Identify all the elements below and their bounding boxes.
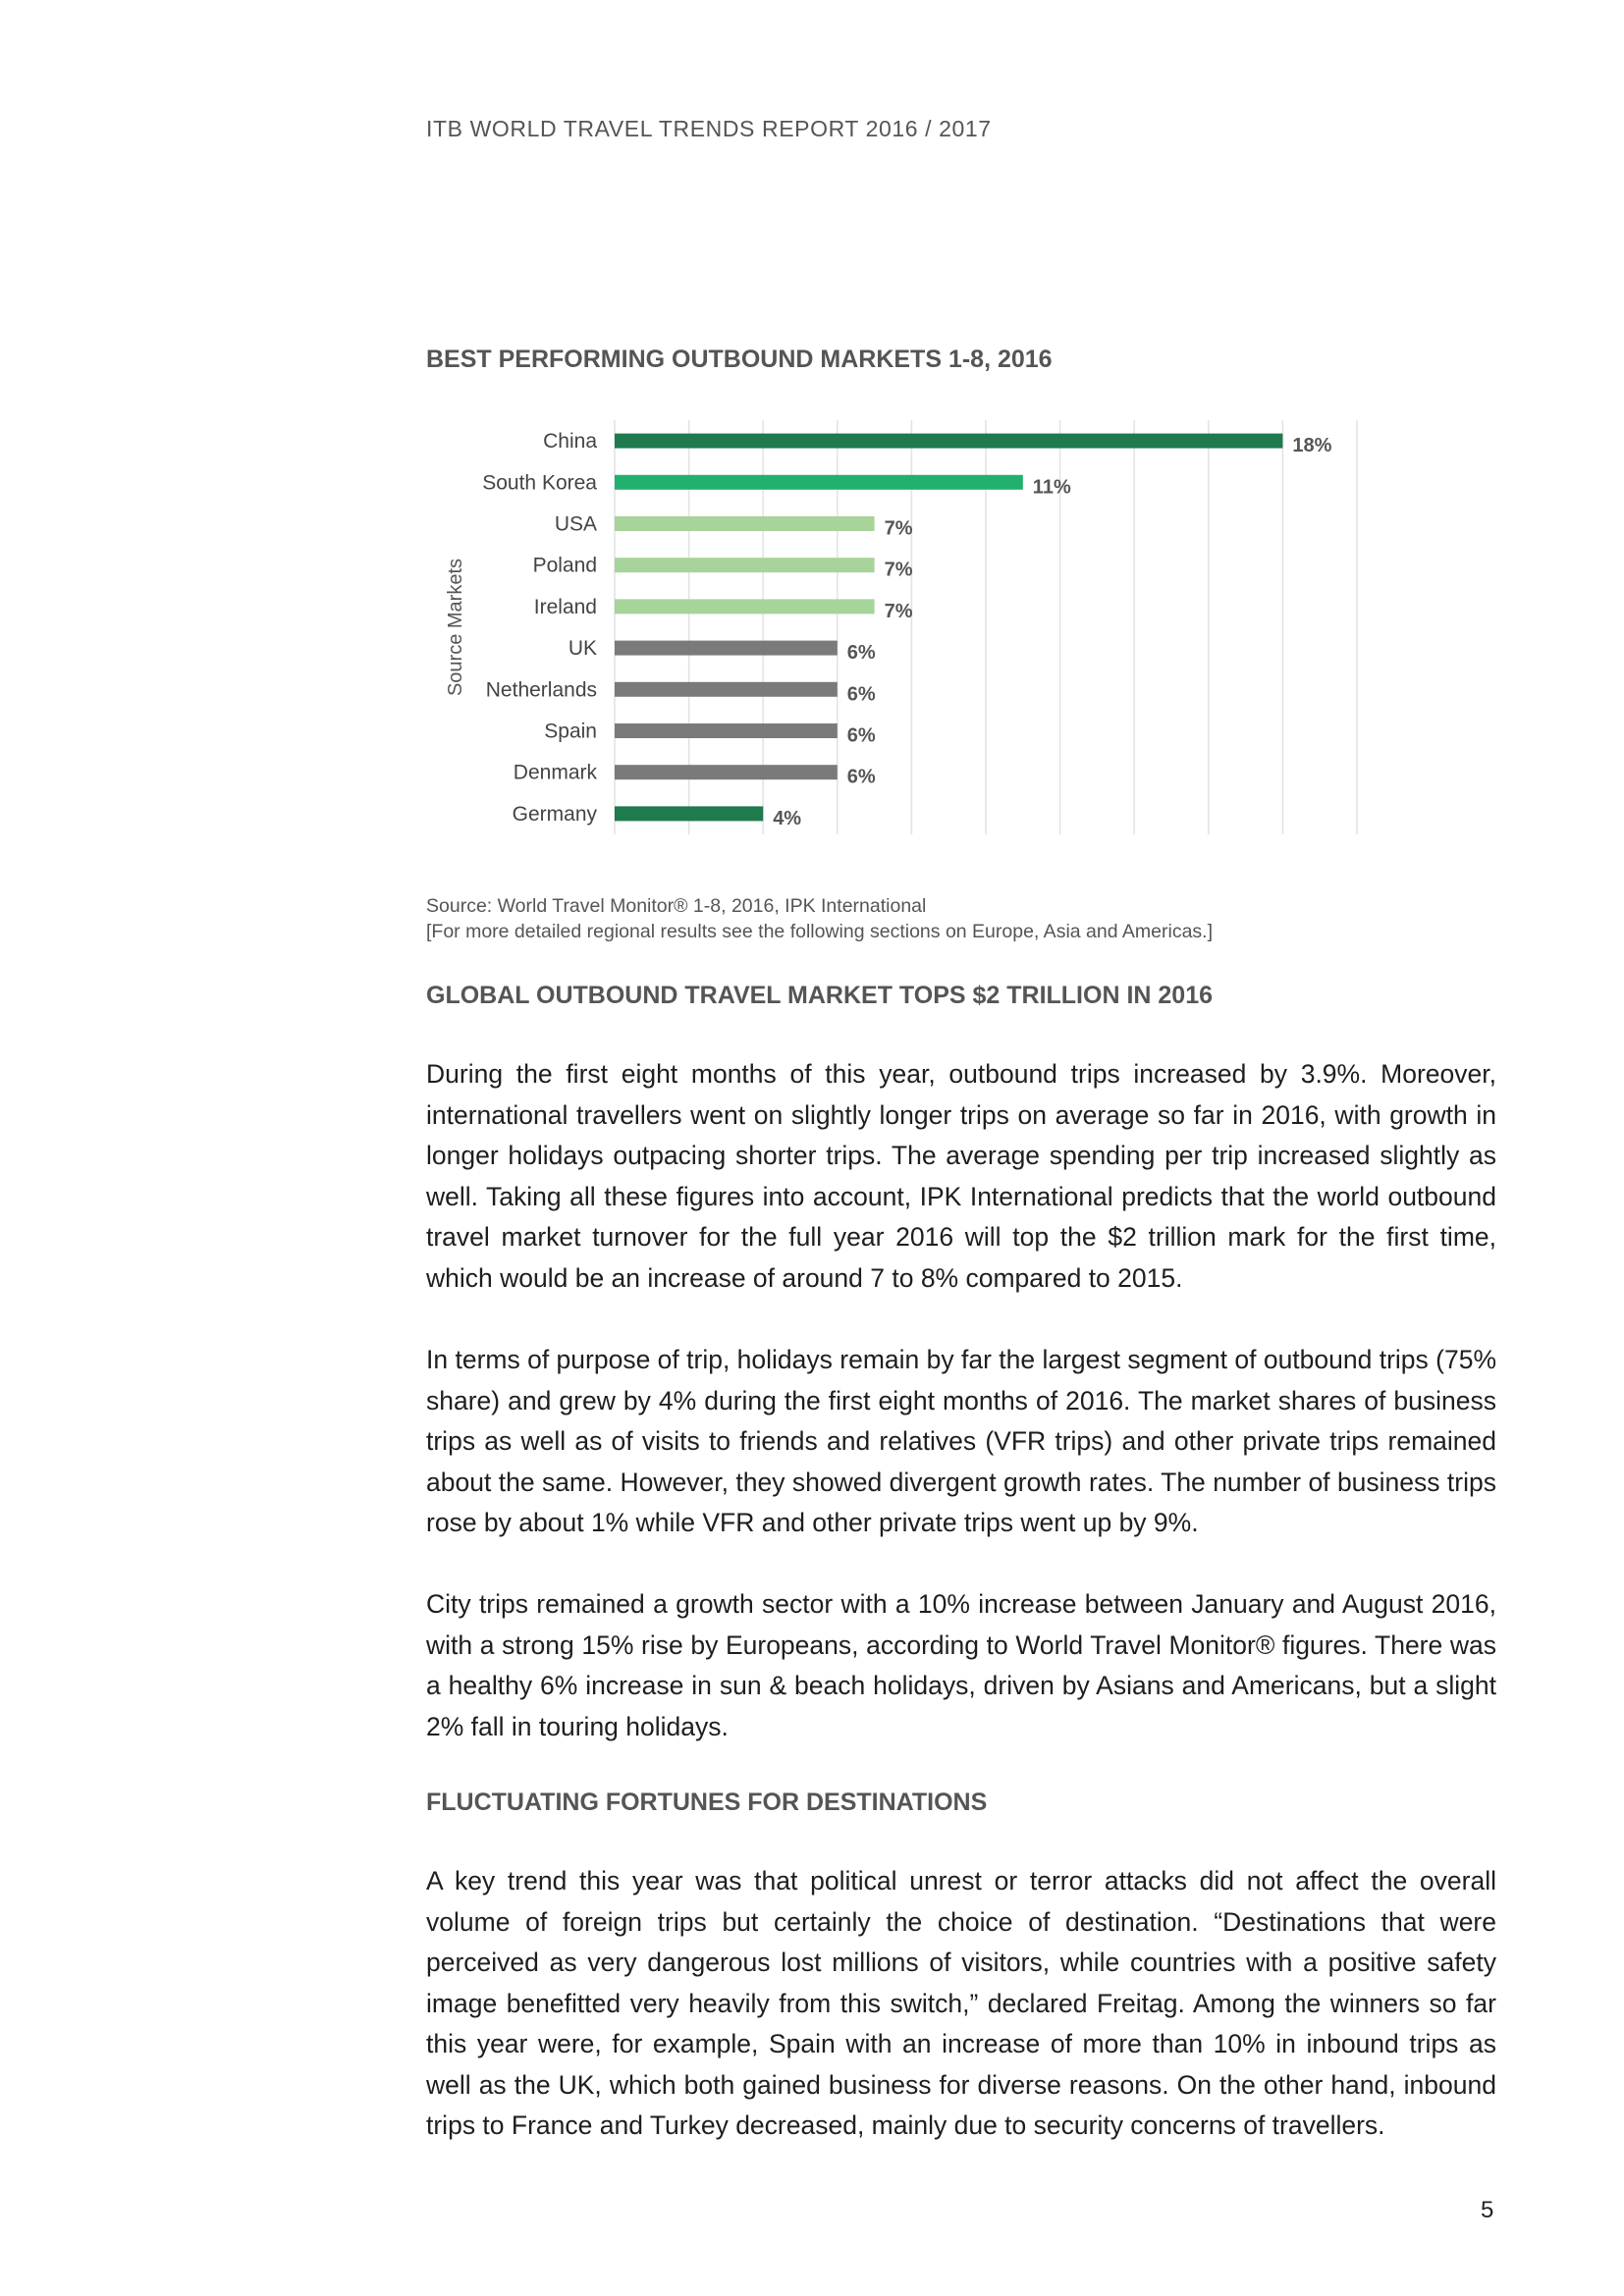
bar [615, 475, 1023, 490]
source-note: [For more detailed regional results see the following sections on Europe, Asia and Americas.] [426, 921, 1214, 942]
section-heading-global-market: GLOBAL OUTBOUND TRAVEL MARKET TOPS $2 TRILLION IN 2016 [426, 982, 1214, 1009]
page-number: 5 [1481, 2197, 1494, 2223]
data-label: 11% [1032, 476, 1071, 499]
paragraph-purpose-of-trip: In terms of purpose of trip, holidays remain by far the largest segment of outbound trips (75% share) and grew by 4% during the first eight months of 2016. The market shares of business trips as well as of visits to friends and relatives (VFR trips) and other private trips remained about the same. However, they showed divergent growth rates. The number of business trips rose by about 1% while VFR and other private trips went up by 9%. [426, 1345, 1497, 1537]
category-label: Ireland [533, 595, 597, 618]
category-label: South Korea [482, 471, 597, 495]
section-heading-destinations: FLUCTUATING FORTUNES FOR DESTINATIONS [426, 1789, 988, 1816]
data-label: 7% [884, 559, 913, 581]
bar [615, 765, 838, 779]
data-label: 7% [884, 517, 913, 540]
bar [615, 599, 875, 614]
bar [615, 806, 763, 821]
chart-source [426, 893, 1506, 944]
chart-title: BEST PERFORMING OUTBOUND MARKETS 1-8, 2016 [426, 346, 1053, 373]
category-label: Germany [512, 802, 597, 826]
category-label: Denmark [513, 761, 597, 784]
data-label: 4% [773, 807, 802, 829]
category-label: UK [568, 637, 597, 661]
category-label: USA [554, 512, 597, 536]
y-axis-title: Source Markets [445, 558, 466, 697]
category-label: Poland [532, 554, 597, 577]
data-label: 6% [846, 683, 876, 706]
report-header: ITB WORLD TRAVEL TRENDS REPORT 2016 / 2017 [426, 116, 992, 141]
bar [615, 558, 875, 572]
bar [615, 516, 875, 531]
bar [615, 641, 838, 656]
bar-chart [426, 412, 1369, 854]
paragraph-destinations: A key trend this year was that political unrest or terror attacks did not affect the overall volume of foreign trips but certainly the choice of destination. “Destinations that were perceived as very dangerous lost millions of visitors, while countries with a positive safety image benefitted very heavily from this switch,” declared Freitag. Among the winners so far this year were, for example, Spain with an increase of more than 10% in inbound trips as well as the UK, which both gained business for diverse reasons. On the other hand, inbound trips to France and Turkey decreased, mainly due to security concerns of travellers. [426, 1866, 1496, 2140]
paragraph-outbound-trips: During the first eight months of this year, outbound trips increased by 3.9%. Moreover, international travellers went on slightly longer trips on average so far in 2016, with growth in longer holidays outpacing shorter trips. The average spending per trip increased slightly as well. Taking all these figures into account, IPK International predicts that the world outbound travel market turnover for the full year 2016 will top the $2 trillion mark for the first time, which would be an increase of around 7 to 8% compared to 2015. [426, 1059, 1496, 1293]
data-label: 6% [846, 724, 876, 747]
bar [615, 723, 838, 738]
bar [615, 682, 838, 697]
data-label: 6% [846, 642, 876, 665]
source-line: Source: World Travel Monitor® 1-8, 2016, IPK International [426, 895, 927, 917]
data-label: 6% [846, 766, 876, 788]
paragraph-city-trips: City trips remained a growth sector with a 10% increase between January and August 2016, with a strong 15% rise by Europeans, according to World Travel Monitor® figures. There was a healthy 6% increase in sun & beach holidays, driven by Asians and Americans, but a slight 2% fall in touring holidays. [426, 1589, 1496, 1741]
data-label: 7% [884, 600, 913, 622]
category-label: Netherlands [485, 678, 597, 702]
category-label: China [543, 430, 597, 454]
bar [615, 434, 1282, 449]
category-label: Spain [544, 720, 597, 743]
data-label: 18% [1292, 435, 1332, 457]
